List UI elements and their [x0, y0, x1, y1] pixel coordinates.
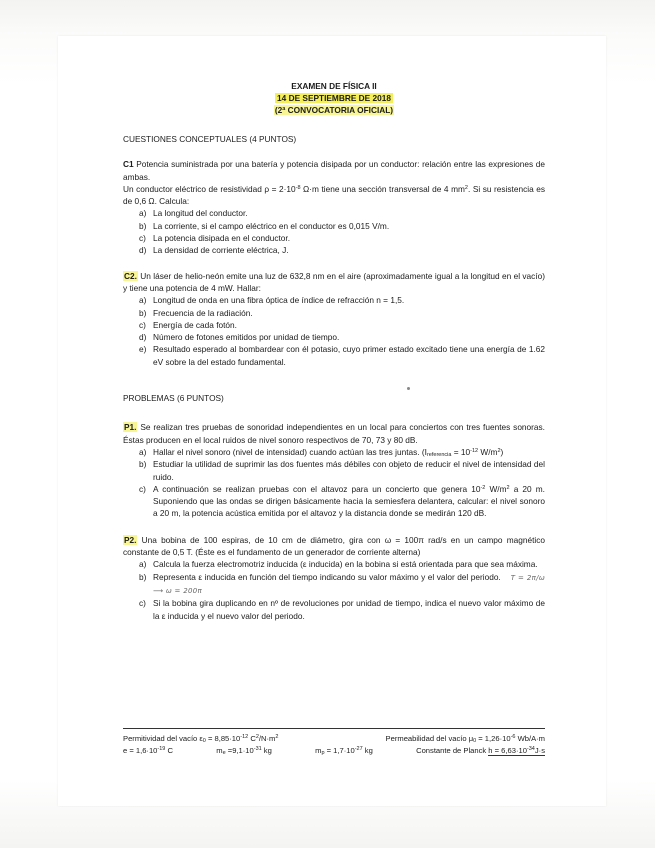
exponent: -34 — [526, 746, 535, 752]
list-item — [123, 331, 545, 343]
scan-speck — [407, 387, 410, 390]
statement-part: . Si su resistencia es de 0,6 Ω. Calcula: — [123, 183, 545, 207]
item-text: A continuación se realizan pruebas con el altavoz para un concierto que genera 10 — [153, 483, 481, 494]
section-title-problems: PROBLEMAS (6 PUNTOS) — [123, 393, 224, 404]
item-label: b) — [139, 459, 147, 470]
vacuum-permittivity — [123, 733, 278, 745]
list-item — [123, 558, 545, 570]
item-text: Representa ε inducida en función del tiempo indicando su valor máximo y el valor del periodo. — [153, 571, 501, 582]
item-text: W/m — [485, 483, 507, 494]
exponent: -12 — [470, 447, 479, 454]
electron-mass — [216, 745, 272, 757]
const-part: =9,1·10 — [225, 746, 254, 755]
const-part: J·s — [534, 746, 545, 755]
problem-p2 — [123, 534, 545, 622]
list-item — [123, 220, 545, 232]
list-item — [123, 343, 545, 368]
item-text: Longitud de onda en una fibra óptica de índice de refracción n = 1,5. — [153, 295, 405, 306]
question-items — [123, 294, 545, 368]
exponent: -8 — [295, 184, 301, 191]
list-item — [123, 597, 545, 622]
item-text: La corriente, si el campo eléctrico en el conductor es 0,015 V/m. — [153, 220, 390, 231]
handwritten-note: T = 2π/ω ⟶ ω = 200π — [153, 573, 545, 595]
item-label: a) — [139, 295, 147, 306]
exam-date: 14 DE SEPTIEMBRE DE 2018 — [277, 93, 391, 103]
const-part: e = 1,6·10 — [123, 746, 158, 755]
statement-part: Ω·m tiene una sección transversal de 4 mm — [300, 183, 465, 194]
item-text: La potencia disipada en el conductor. — [153, 233, 290, 244]
list-item — [123, 446, 545, 458]
list-item — [123, 571, 545, 598]
subscript: 0 — [473, 738, 477, 744]
question-statement: Se realizan tres pruebas de sonoridad independientes en un local para conciertos con tres fuentes sonoras. Éstas producen en el local ruidos de nivel sonoro respectivos de 70, 73 y 80 dB. — [123, 422, 545, 445]
list-item — [123, 207, 545, 219]
constants-row-2 — [123, 745, 545, 757]
ref-part: ) — [500, 446, 504, 457]
ref-part: W/m — [478, 446, 498, 457]
const-part: = 1,7·10 — [324, 746, 355, 755]
subscript: e — [222, 750, 226, 756]
question-statement: Una bobina de 100 espiras, de 10 cm de diámetro, gira con ω = 100π rad/s en un campo magnético constante de 0,5 T. (Éste es el fundamento de un generador de corriente alterna) — [123, 534, 545, 558]
exam-header — [123, 80, 545, 116]
exponent: 2 — [275, 734, 279, 740]
question-items — [123, 446, 545, 520]
question-statement — [123, 183, 545, 208]
exam-call: (2ª CONVOCATORIA OFICIAL) — [274, 105, 394, 115]
question-c2 — [123, 270, 545, 368]
const-part: m — [315, 746, 322, 755]
exponent: -19 — [157, 746, 166, 752]
question-id: P1. — [124, 422, 137, 433]
constants-footer — [123, 728, 545, 757]
item-label: b) — [139, 220, 147, 231]
item-text: Frecuencia de la radiación. — [153, 307, 253, 318]
exponent: -31 — [253, 746, 262, 752]
const-part: = 1,26·10 — [476, 734, 511, 743]
item-label: a) — [139, 559, 147, 570]
const-part: C — [165, 746, 173, 755]
question-statement: Un láser de helio-neón emite una luz de 632,8 nm en el aire (aproximadamente igual a la longitud en el vacío) y tiene una potencia de 4 mW. Hallar: — [123, 270, 545, 293]
item-text: Si la bobina gira duplicando en nº de revoluciones por unidad de tiempo, indica el nuevo valor máximo de la ε inducida y el nuevo valor del periodo. — [153, 598, 545, 621]
proton-mass — [315, 745, 373, 757]
question-items — [123, 558, 545, 621]
const-part: kg — [362, 746, 373, 755]
ref-part: (I — [421, 446, 427, 457]
exponent: 2 — [497, 447, 501, 454]
const-part: Wb/A·m — [515, 734, 545, 743]
electron-charge — [123, 745, 173, 757]
item-text: Número de fotones emitidos por unidad de tiempo. — [153, 332, 340, 343]
item-label: b) — [139, 307, 147, 318]
item-label: c) — [139, 319, 146, 330]
item-text: Energía de cada fotón. — [153, 319, 237, 330]
list-item — [123, 307, 545, 319]
exponent: 2 — [464, 184, 468, 191]
const-part: Permeabilidad del vacío μ — [385, 734, 474, 743]
list-item — [123, 294, 545, 306]
item-text: Hallar el nivel sonoro (nivel de intensidad) cuando actúan las tres juntas. — [153, 446, 420, 457]
exponent: -6 — [510, 734, 516, 740]
subscript: referencia — [426, 451, 452, 458]
question-id: P2. — [124, 534, 137, 545]
item-label: a) — [139, 208, 147, 219]
question-id: C1 — [123, 159, 134, 170]
exponent: -2 — [480, 484, 486, 491]
planck-constant — [416, 745, 545, 757]
item-label: c) — [139, 233, 146, 244]
exam-title: EXAMEN DE FÍSICA II — [291, 81, 377, 91]
exponent: -27 — [354, 746, 363, 752]
item-text: La longitud del conductor. — [153, 208, 248, 219]
question-intro: Potencia suministrada por una batería y potencia disipada por un conductor: relación entre las expresiones de ambas. — [123, 159, 545, 182]
item-label: c) — [139, 598, 146, 609]
reference-intensity — [422, 447, 503, 457]
const-part: /N·m — [258, 734, 276, 743]
item-label: d) — [139, 332, 147, 343]
problem-p1 — [123, 421, 545, 519]
exam-content — [123, 80, 545, 622]
const-part: m — [216, 746, 223, 755]
constants-row-1 — [123, 733, 545, 745]
list-item — [123, 319, 545, 331]
question-id: C2. — [124, 270, 137, 281]
const-part: C — [248, 734, 256, 743]
list-item — [123, 483, 545, 520]
item-label: e) — [139, 344, 147, 355]
ref-part: = 10 — [451, 446, 471, 457]
list-item — [123, 244, 545, 256]
exponent: 2 — [506, 484, 510, 491]
exponent: -12 — [240, 734, 249, 740]
subscript: p — [321, 750, 325, 756]
const-part: = 8,85·10 — [205, 734, 241, 743]
item-text: Estudiar la utilidad de suprimir las dos fuentes más débiles con objeto de reducir el nivel de intensidad del ruido. — [153, 459, 545, 482]
planck-value — [488, 746, 545, 756]
list-item — [123, 458, 545, 483]
list-item — [123, 232, 545, 244]
item-label: a) — [139, 446, 147, 457]
item-label: c) — [139, 483, 146, 494]
item-text: a 20 m. Suponiendo que las ondas se dirigen básicamente hacia la semiesfera delantera, calcular: el nivel sonoro a 20 m, la potencia acústica emitida por el altavoz y la distancia donde se medirán 120 dB. — [153, 483, 545, 519]
item-text: La densidad de corriente eléctrica, J. — [153, 245, 289, 256]
question-items — [123, 207, 545, 256]
item-label: d) — [139, 245, 147, 256]
item-label: b) — [139, 571, 147, 582]
question-c1 — [123, 158, 545, 256]
exponent: 2 — [255, 734, 259, 740]
const-part: h = 6,63·10 — [488, 746, 527, 755]
statement-part: Un conductor eléctrico de resistividad ρ = 2·10 — [123, 183, 296, 194]
const-part: Constante de Planck — [416, 746, 489, 755]
subscript: 0 — [202, 738, 206, 744]
vacuum-permeability — [386, 733, 545, 745]
const-part: kg — [261, 746, 272, 755]
item-text: Resultado esperado al bombardear con él potasio, cuyo primer estado excitado tiene una energía de 1.62 eV sobre la del estado fundamental. — [153, 344, 545, 367]
item-text: Calcula la fuerza electromotriz inducida (ε inducida) en la bobina si está orientada para que sea máxima. — [153, 559, 538, 570]
section-title-conceptual: CUESTIONES CONCEPTUALES (4 PUNTOS) — [123, 134, 297, 144]
const-part: Permitividad del vacío ε — [123, 734, 203, 743]
